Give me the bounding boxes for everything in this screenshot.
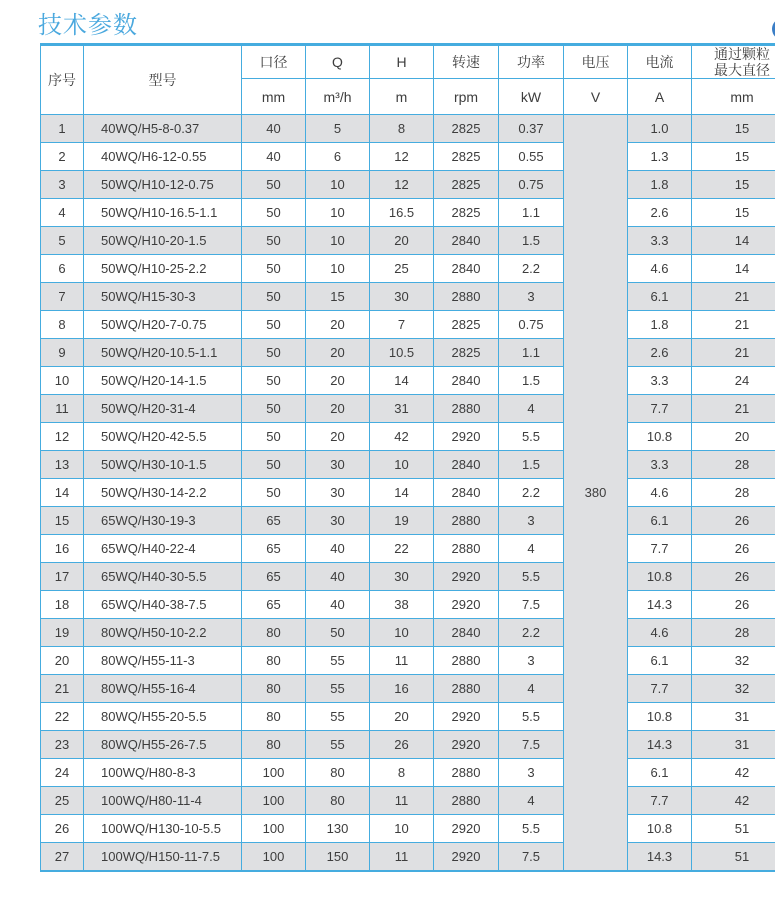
cell-h: 12 xyxy=(370,171,434,199)
cell-a: 3.3 xyxy=(628,367,692,395)
table-row xyxy=(41,367,775,395)
cell-a: 7.7 xyxy=(628,675,692,703)
cell-h: 7 xyxy=(370,311,434,339)
cell-rpm: 2840 xyxy=(434,451,499,479)
cell-particle: 21 xyxy=(692,283,775,311)
cell-rpm: 2825 xyxy=(434,171,499,199)
cell-q: 10 xyxy=(306,199,370,227)
cell-no: 27 xyxy=(41,843,84,871)
cell-model: 80WQ/H55-11-3 xyxy=(84,647,242,675)
col-header-model: 型号 xyxy=(84,45,242,115)
cell-no: 9 xyxy=(41,339,84,367)
col-header-rpm: 转速 xyxy=(434,45,499,79)
cell-a: 2.6 xyxy=(628,199,692,227)
cell-model: 100WQ/H130-10-5.5 xyxy=(84,815,242,843)
col-unit-particle: mm xyxy=(692,79,775,115)
cell-no: 1 xyxy=(41,115,84,143)
cell-a: 6.1 xyxy=(628,507,692,535)
cell-no: 4 xyxy=(41,199,84,227)
cell-particle: 26 xyxy=(692,591,775,619)
cell-particle: 28 xyxy=(692,451,775,479)
cell-dn: 50 xyxy=(242,199,306,227)
cell-q: 20 xyxy=(306,339,370,367)
table-row xyxy=(41,255,775,283)
table-row xyxy=(41,507,775,535)
table-row xyxy=(41,115,775,143)
cell-no: 2 xyxy=(41,143,84,171)
cell-q: 30 xyxy=(306,507,370,535)
cell-particle: 26 xyxy=(692,507,775,535)
table-row xyxy=(41,703,775,731)
cell-rpm: 2880 xyxy=(434,647,499,675)
cell-model: 80WQ/H55-26-7.5 xyxy=(84,731,242,759)
cell-model: 65WQ/H40-22-4 xyxy=(84,535,242,563)
cell-particle: 14 xyxy=(692,255,775,283)
col-unit-rpm: rpm xyxy=(434,79,499,115)
cell-a: 4.6 xyxy=(628,619,692,647)
cell-no: 24 xyxy=(41,759,84,787)
cell-kw: 7.5 xyxy=(499,731,564,759)
cell-h: 10 xyxy=(370,451,434,479)
cell-a: 1.8 xyxy=(628,171,692,199)
col-header-dn: 口径 xyxy=(242,45,306,79)
cell-h: 8 xyxy=(370,759,434,787)
cell-h: 11 xyxy=(370,787,434,815)
cell-kw: 3 xyxy=(499,759,564,787)
col-unit-kw: kW xyxy=(499,79,564,115)
page-title: 技术参数 xyxy=(38,12,138,39)
cell-h: 12 xyxy=(370,143,434,171)
cell-a: 3.3 xyxy=(628,227,692,255)
cell-rpm: 2825 xyxy=(434,199,499,227)
cell-model: 65WQ/H40-30-5.5 xyxy=(84,563,242,591)
col-unit-a: A xyxy=(628,79,692,115)
cell-model: 40WQ/H6-12-0.55 xyxy=(84,143,242,171)
cell-a: 14.3 xyxy=(628,843,692,871)
cell-model: 50WQ/H15-30-3 xyxy=(84,283,242,311)
cell-no: 15 xyxy=(41,507,84,535)
cell-kw: 5.5 xyxy=(499,423,564,451)
cell-particle: 32 xyxy=(692,647,775,675)
cell-particle: 51 xyxy=(692,815,775,843)
cell-q: 20 xyxy=(306,423,370,451)
cell-particle: 32 xyxy=(692,675,775,703)
cell-model: 50WQ/H30-14-2.2 xyxy=(84,479,242,507)
cell-dn: 100 xyxy=(242,815,306,843)
cell-dn: 50 xyxy=(242,479,306,507)
cell-kw: 7.5 xyxy=(499,591,564,619)
cell-h: 11 xyxy=(370,647,434,675)
cell-rpm: 2840 xyxy=(434,367,499,395)
cell-dn: 65 xyxy=(242,591,306,619)
cell-dn: 80 xyxy=(242,619,306,647)
cell-q: 20 xyxy=(306,311,370,339)
cell-no: 13 xyxy=(41,451,84,479)
cell-kw: 5.5 xyxy=(499,563,564,591)
table-row xyxy=(41,591,775,619)
cell-no: 23 xyxy=(41,731,84,759)
cell-a: 1.0 xyxy=(628,115,692,143)
cell-dn: 100 xyxy=(242,843,306,871)
cell-h: 22 xyxy=(370,535,434,563)
cell-rpm: 2880 xyxy=(434,759,499,787)
cell-a: 6.1 xyxy=(628,647,692,675)
cell-particle: 42 xyxy=(692,787,775,815)
cell-no: 26 xyxy=(41,815,84,843)
cell-kw: 4 xyxy=(499,395,564,423)
cell-kw: 1.1 xyxy=(499,199,564,227)
table-row xyxy=(41,647,775,675)
cell-kw: 0.75 xyxy=(499,171,564,199)
cell-q: 40 xyxy=(306,535,370,563)
cell-dn: 50 xyxy=(242,339,306,367)
cell-model: 50WQ/H20-10.5-1.1 xyxy=(84,339,242,367)
cell-h: 14 xyxy=(370,367,434,395)
table-row xyxy=(41,479,775,507)
cell-q: 80 xyxy=(306,787,370,815)
cell-particle: 21 xyxy=(692,311,775,339)
cell-h: 38 xyxy=(370,591,434,619)
cell-dn: 80 xyxy=(242,675,306,703)
cell-h: 16.5 xyxy=(370,199,434,227)
cell-no: 10 xyxy=(41,367,84,395)
cell-rpm: 2825 xyxy=(434,115,499,143)
cell-rpm: 2920 xyxy=(434,815,499,843)
cell-q: 10 xyxy=(306,171,370,199)
table-row xyxy=(41,395,775,423)
col-header-q: Q xyxy=(306,45,370,79)
spec-table-body xyxy=(41,115,775,871)
cell-no: 7 xyxy=(41,283,84,311)
cell-no: 11 xyxy=(41,395,84,423)
cell-rpm: 2920 xyxy=(434,731,499,759)
cell-kw: 2.2 xyxy=(499,619,564,647)
cell-q: 40 xyxy=(306,563,370,591)
col-header-v: 电压 xyxy=(564,45,628,79)
cell-rpm: 2880 xyxy=(434,507,499,535)
cell-h: 10 xyxy=(370,619,434,647)
cell-h: 20 xyxy=(370,703,434,731)
cell-dn: 65 xyxy=(242,507,306,535)
cell-kw: 1.5 xyxy=(499,451,564,479)
cell-q: 20 xyxy=(306,395,370,423)
cell-q: 55 xyxy=(306,703,370,731)
cell-h: 20 xyxy=(370,227,434,255)
table-row xyxy=(41,283,775,311)
cell-model: 50WQ/H10-25-2.2 xyxy=(84,255,242,283)
cell-kw: 0.75 xyxy=(499,311,564,339)
cell-a: 1.3 xyxy=(628,143,692,171)
cell-model: 50WQ/H20-14-1.5 xyxy=(84,367,242,395)
col-unit-h: m xyxy=(370,79,434,115)
cell-kw: 4 xyxy=(499,787,564,815)
cell-particle: 15 xyxy=(692,199,775,227)
cell-model: 100WQ/H150-11-7.5 xyxy=(84,843,242,871)
col-header-line: 通过颗粒 xyxy=(714,46,770,62)
cell-model: 100WQ/H80-8-3 xyxy=(84,759,242,787)
table-row xyxy=(41,535,775,563)
cell-a: 6.1 xyxy=(628,759,692,787)
cell-a: 10.8 xyxy=(628,423,692,451)
table-row xyxy=(41,843,775,871)
table-row xyxy=(41,311,775,339)
cell-model: 50WQ/H20-31-4 xyxy=(84,395,242,423)
cell-dn: 50 xyxy=(242,255,306,283)
cell-q: 80 xyxy=(306,759,370,787)
cell-rpm: 2920 xyxy=(434,843,499,871)
cell-q: 55 xyxy=(306,675,370,703)
cell-model: 40WQ/H5-8-0.37 xyxy=(84,115,242,143)
cell-no: 22 xyxy=(41,703,84,731)
cell-no: 5 xyxy=(41,227,84,255)
cell-a: 10.8 xyxy=(628,703,692,731)
cell-a: 4.6 xyxy=(628,479,692,507)
cell-kw: 2.2 xyxy=(499,479,564,507)
cell-rpm: 2880 xyxy=(434,283,499,311)
cell-q: 6 xyxy=(306,143,370,171)
header-row-labels xyxy=(41,45,775,79)
cell-no: 17 xyxy=(41,563,84,591)
cell-rpm: 2920 xyxy=(434,703,499,731)
spec-table-header xyxy=(41,45,775,115)
cell-q: 15 xyxy=(306,283,370,311)
cell-dn: 40 xyxy=(242,143,306,171)
cell-dn: 50 xyxy=(242,311,306,339)
table-row xyxy=(41,451,775,479)
cell-no: 19 xyxy=(41,619,84,647)
cell-dn: 65 xyxy=(242,563,306,591)
cell-kw: 2.2 xyxy=(499,255,564,283)
cell-no: 20 xyxy=(41,647,84,675)
cell-rpm: 2920 xyxy=(434,423,499,451)
table-row xyxy=(41,815,775,843)
cell-no: 3 xyxy=(41,171,84,199)
cell-dn: 50 xyxy=(242,451,306,479)
cell-rpm: 2920 xyxy=(434,563,499,591)
cell-no: 8 xyxy=(41,311,84,339)
cell-model: 50WQ/H10-12-0.75 xyxy=(84,171,242,199)
table-row xyxy=(41,423,775,451)
cell-q: 10 xyxy=(306,227,370,255)
cell-particle: 24 xyxy=(692,367,775,395)
cell-dn: 50 xyxy=(242,395,306,423)
cell-h: 25 xyxy=(370,255,434,283)
cell-a: 10.8 xyxy=(628,563,692,591)
cell-rpm: 2920 xyxy=(434,591,499,619)
cell-no: 14 xyxy=(41,479,84,507)
cell-a: 3.3 xyxy=(628,451,692,479)
cell-h: 26 xyxy=(370,731,434,759)
cell-h: 14 xyxy=(370,479,434,507)
cell-a: 6.1 xyxy=(628,283,692,311)
cell-particle: 15 xyxy=(692,143,775,171)
col-header-line: 最大直径 xyxy=(714,62,770,78)
table-row xyxy=(41,143,775,171)
cell-h: 19 xyxy=(370,507,434,535)
table-row xyxy=(41,675,775,703)
cell-q: 40 xyxy=(306,591,370,619)
cell-rpm: 2880 xyxy=(434,535,499,563)
col-unit-dn: mm xyxy=(242,79,306,115)
cell-a: 7.7 xyxy=(628,787,692,815)
cell-q: 55 xyxy=(306,731,370,759)
cell-kw: 1.5 xyxy=(499,227,564,255)
cell-kw: 3 xyxy=(499,507,564,535)
cell-h: 11 xyxy=(370,843,434,871)
cell-dn: 80 xyxy=(242,703,306,731)
cell-dn: 50 xyxy=(242,227,306,255)
cell-model: 50WQ/H10-20-1.5 xyxy=(84,227,242,255)
table-row xyxy=(41,619,775,647)
table-row xyxy=(41,787,775,815)
cell-rpm: 2880 xyxy=(434,675,499,703)
cell-particle: 15 xyxy=(692,171,775,199)
spec-table xyxy=(40,43,775,872)
cell-no: 25 xyxy=(41,787,84,815)
cell-a: 4.6 xyxy=(628,255,692,283)
cell-particle: 15 xyxy=(692,115,775,143)
cell-particle: 42 xyxy=(692,759,775,787)
cell-a: 10.8 xyxy=(628,815,692,843)
cell-dn: 40 xyxy=(242,115,306,143)
cell-q: 30 xyxy=(306,479,370,507)
cell-model: 100WQ/H80-11-4 xyxy=(84,787,242,815)
cell-no: 6 xyxy=(41,255,84,283)
cell-q: 150 xyxy=(306,843,370,871)
cell-q: 130 xyxy=(306,815,370,843)
cell-model: 80WQ/H55-16-4 xyxy=(84,675,242,703)
cell-model: 65WQ/H30-19-3 xyxy=(84,507,242,535)
table-row xyxy=(41,199,775,227)
col-header-no: 序号 xyxy=(41,45,84,115)
cell-kw: 7.5 xyxy=(499,843,564,871)
cell-no: 21 xyxy=(41,675,84,703)
cell-kw: 4 xyxy=(499,675,564,703)
col-unit-v: V xyxy=(564,79,628,115)
cell-no: 12 xyxy=(41,423,84,451)
cell-particle: 26 xyxy=(692,563,775,591)
cell-particle: 21 xyxy=(692,395,775,423)
cell-model: 50WQ/H20-42-5.5 xyxy=(84,423,242,451)
cell-particle: 31 xyxy=(692,731,775,759)
cell-h: 16 xyxy=(370,675,434,703)
cell-model: 80WQ/H55-20-5.5 xyxy=(84,703,242,731)
cell-h: 42 xyxy=(370,423,434,451)
cell-model: 50WQ/H20-7-0.75 xyxy=(84,311,242,339)
cell-dn: 80 xyxy=(242,647,306,675)
table-row xyxy=(41,227,775,255)
cell-rpm: 2880 xyxy=(434,395,499,423)
cell-model: 65WQ/H40-38-7.5 xyxy=(84,591,242,619)
cell-kw: 0.55 xyxy=(499,143,564,171)
cell-dn: 50 xyxy=(242,423,306,451)
cell-a: 1.8 xyxy=(628,311,692,339)
cell-kw: 3 xyxy=(499,647,564,675)
cell-dn: 50 xyxy=(242,171,306,199)
cell-a: 14.3 xyxy=(628,591,692,619)
spec-table-container xyxy=(40,43,775,905)
cell-q: 20 xyxy=(306,367,370,395)
cell-kw: 0.37 xyxy=(499,115,564,143)
cell-particle: 28 xyxy=(692,479,775,507)
table-row xyxy=(41,339,775,367)
cell-dn: 100 xyxy=(242,787,306,815)
cell-a: 7.7 xyxy=(628,535,692,563)
cell-rpm: 2840 xyxy=(434,479,499,507)
cell-kw: 4 xyxy=(499,535,564,563)
cell-particle: 26 xyxy=(692,535,775,563)
cell-voltage-merged: 380 xyxy=(564,115,628,871)
cell-particle: 28 xyxy=(692,619,775,647)
col-header-particle xyxy=(692,45,775,79)
cell-q: 55 xyxy=(306,647,370,675)
cell-a: 14.3 xyxy=(628,731,692,759)
cell-dn: 50 xyxy=(242,283,306,311)
cell-h: 10.5 xyxy=(370,339,434,367)
col-header-kw: 功率 xyxy=(499,45,564,79)
cell-q: 10 xyxy=(306,255,370,283)
cell-a: 7.7 xyxy=(628,395,692,423)
cell-particle: 31 xyxy=(692,703,775,731)
cell-rpm: 2840 xyxy=(434,227,499,255)
cell-particle: 14 xyxy=(692,227,775,255)
table-row xyxy=(41,759,775,787)
cell-kw: 5.5 xyxy=(499,815,564,843)
cell-kw: 1.5 xyxy=(499,367,564,395)
cell-no: 18 xyxy=(41,591,84,619)
cell-model: 50WQ/H10-16.5-1.1 xyxy=(84,199,242,227)
cell-model: 50WQ/H30-10-1.5 xyxy=(84,451,242,479)
cell-q: 30 xyxy=(306,451,370,479)
cell-kw: 5.5 xyxy=(499,703,564,731)
cell-rpm: 2825 xyxy=(434,311,499,339)
cell-a: 2.6 xyxy=(628,339,692,367)
cell-q: 50 xyxy=(306,619,370,647)
cell-kw: 1.1 xyxy=(499,339,564,367)
cell-kw: 3 xyxy=(499,283,564,311)
cell-h: 10 xyxy=(370,815,434,843)
col-header-h: H xyxy=(370,45,434,79)
cell-particle: 51 xyxy=(692,843,775,871)
table-row xyxy=(41,171,775,199)
cell-rpm: 2840 xyxy=(434,255,499,283)
cell-h: 8 xyxy=(370,115,434,143)
cell-q: 5 xyxy=(306,115,370,143)
cell-rpm: 2840 xyxy=(434,619,499,647)
cell-dn: 80 xyxy=(242,731,306,759)
cell-particle: 21 xyxy=(692,339,775,367)
cell-rpm: 2880 xyxy=(434,787,499,815)
col-unit-q: m³/h xyxy=(306,79,370,115)
cell-rpm: 2825 xyxy=(434,143,499,171)
cell-dn: 50 xyxy=(242,367,306,395)
cell-model: 80WQ/H50-10-2.2 xyxy=(84,619,242,647)
cell-h: 30 xyxy=(370,563,434,591)
cell-h: 31 xyxy=(370,395,434,423)
cell-dn: 100 xyxy=(242,759,306,787)
table-row xyxy=(41,563,775,591)
col-header-a: 电流 xyxy=(628,45,692,79)
cell-rpm: 2825 xyxy=(434,339,499,367)
cell-h: 30 xyxy=(370,283,434,311)
table-row xyxy=(41,731,775,759)
cell-particle: 20 xyxy=(692,423,775,451)
cell-no: 16 xyxy=(41,535,84,563)
cell-dn: 65 xyxy=(242,535,306,563)
